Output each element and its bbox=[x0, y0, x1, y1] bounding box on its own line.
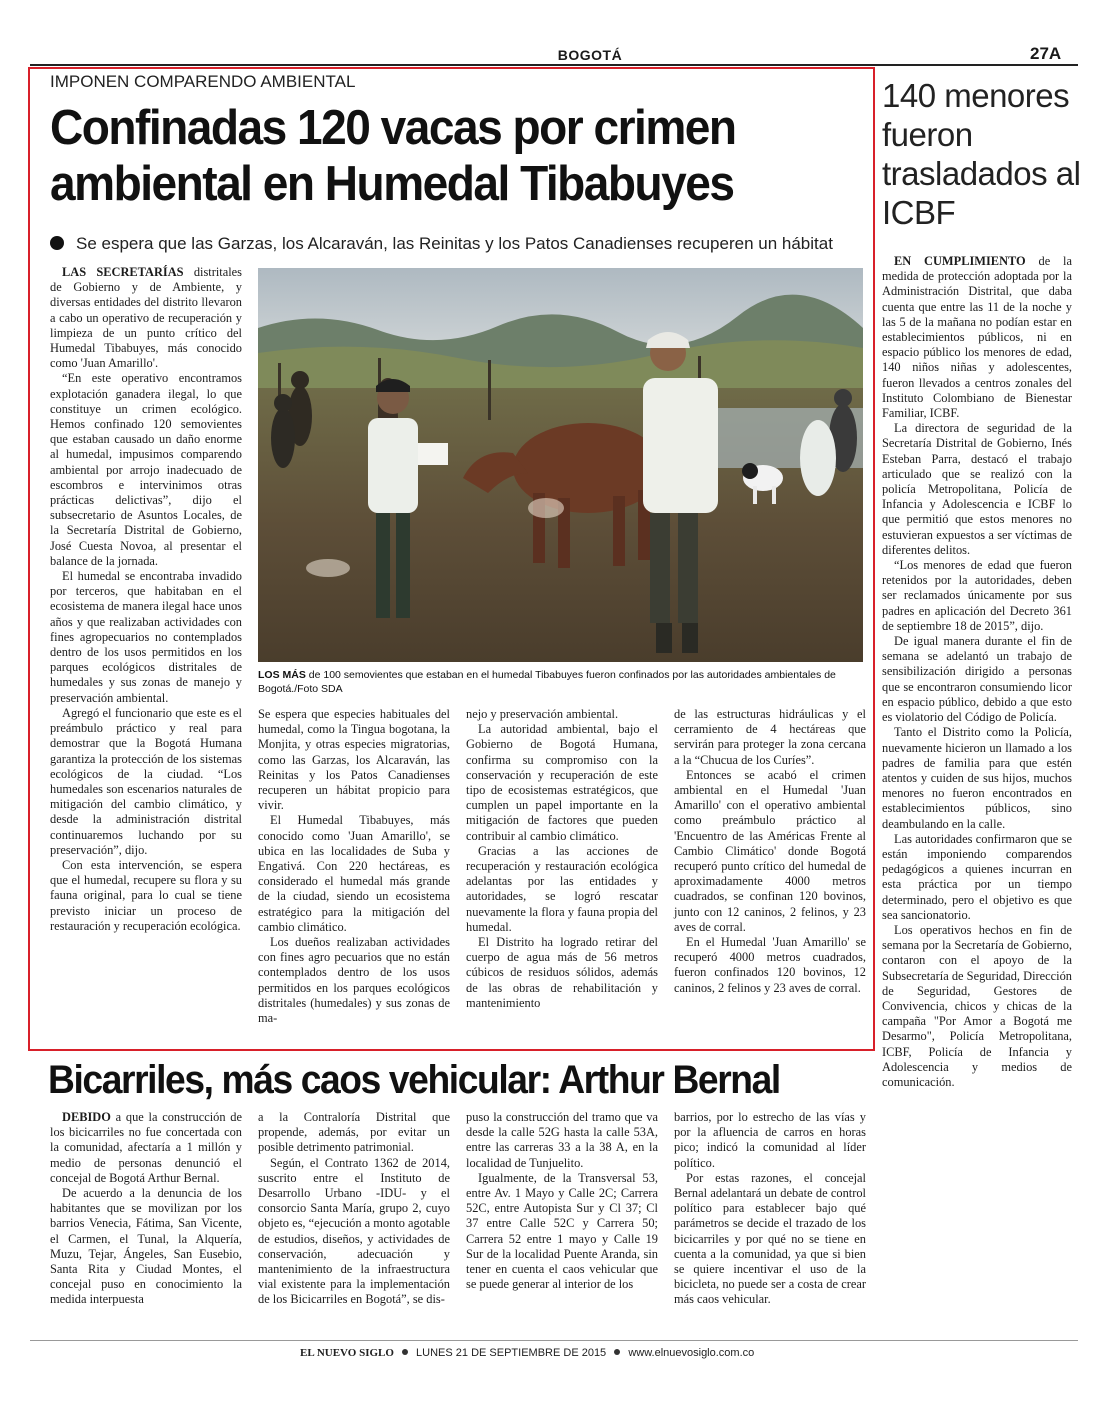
paragraph bbox=[50, 1186, 242, 1308]
paragraph-text: Igualmente, de la Transversal 53, entre Av. 1 Mayo y Calle 2C; Carrera 52C, entre Autopista Sur y Cl 37; Cl 37 entre Calle 52C y Carrera 50; Carrera 52 entre 1 mayo y Calle 19 Sur de la localidad Puente Aranda, sin tener en cuenta el caos vehicular que se puede generar al interior de los bbox=[466, 1170, 658, 1292]
paragraph-text: La autoridad ambiental, bajo el Gobierno de Bogotá Humana, confirma su compromiso con la conservación y recuperación de este tipo de ecosistemas estratégicos, que cumplen un papel importante en la mitigación de factores que pueden contribuir al cambio climático. bbox=[466, 722, 658, 843]
paragraph bbox=[674, 707, 866, 768]
lead-word: EN CUMPLIMIENTO bbox=[894, 254, 1026, 268]
paragraph-text: Por estas razones, el concejal Bernal adelantará un debate de control político para establecer bajo qué parámetros se decide el trazado de los bicicarriles y por qué no se tiene en cuenta a la comunidad, ya que si bien se quiere incentivar el uso de la bicicleta, no puede ser a costa de crear más caos vehicular. bbox=[674, 1170, 866, 1307]
paragraph-text: a que la construcción de los bicicarriles no fue concertada con la comunidad, afectaría a 1 millón y medio de personas denunció el concejal de Bogotá Arthur Bernal. bbox=[50, 1110, 242, 1185]
paragraph-text: El Distrito ha logrado retirar del cuerpo de agua más de 56 metros cúbicos de residuos sólidos, además de las obras de rehabilitación y mantenimiento bbox=[466, 935, 658, 1010]
bottom-column-3 bbox=[466, 1110, 658, 1292]
paragraph bbox=[882, 254, 1072, 421]
paragraph bbox=[466, 1171, 658, 1293]
paragraph bbox=[50, 858, 242, 934]
paragraph bbox=[674, 768, 866, 935]
main-column-3 bbox=[466, 707, 658, 1011]
paragraph bbox=[50, 371, 242, 569]
bottom-column-1 bbox=[50, 1110, 242, 1308]
publication-website[interactable]: www.elnuevosiglo.com.co bbox=[628, 1347, 755, 1359]
section-name: BOGOTÁ bbox=[557, 47, 623, 63]
paragraph bbox=[50, 265, 242, 371]
paragraph-text: Agregó el funcionario que este es el preámbulo práctico y real para demostrar que la Bogotá Humana garantiza la protección de los sistemas ecológicos de la ciudad. “Los humedales son escenarios naturales de mitigación del cambio climático, y desde la administración distrital continuaremos luchando por su preservación”, dijo. bbox=[50, 705, 242, 857]
paragraph bbox=[50, 706, 242, 858]
bullet-icon bbox=[50, 236, 64, 250]
paragraph bbox=[466, 935, 658, 1011]
paragraph bbox=[674, 935, 866, 996]
paragraph-text: “Los menores de edad que fueron retenidos por la autoridades, deben ser reclamados únicamente por sus padres en aplicación del Decreto 361 de septiembre 18 de 2015”, dijo. bbox=[882, 558, 1072, 633]
paragraph-text: Según, el Contrato 1362 de 2014, suscrito entre el Instituto de Desarrollo Urbano -IDU- y el consorcio Santa María, grupo 2, cuyo objeto es, “ejecución a monto agotable de estudios, diseños, y actividades de conservación, adecuación y mantenimiento de la infraestructura vial existente para la implementación de los Bicicarriles en Bogotá”, se dis- bbox=[258, 1155, 450, 1307]
bottom-column-4 bbox=[674, 1110, 866, 1308]
paragraph-text: Los dueños realizaban actividades con fines agro pecuarios que no están contemplados dentro de los usos permitidos en los parques ecológicos distritales (humedales) y sus zonas de ma- bbox=[258, 935, 450, 1026]
paragraph bbox=[882, 558, 1072, 634]
paragraph-text: de la medida de protección adoptada por la Administración Distrital, que daba cuenta que entre las 11 de la noche y las 5 de la mañana no podían estar en establecimientos públicos, ni en espacio público los menores de edad, 140 niños niñas y adolescentes, fueron llevados a centros zonales del Instituto Colombiano de Bienestar Familiar, ICBF. bbox=[882, 254, 1072, 421]
article-subhead bbox=[50, 234, 865, 254]
paragraph-text: De igual manera durante el fin de semana se adelantó un trabajo de sensibilización dirigido a personas que se encontraron consumiendo licor en espacio público, debido a que esto es violatorio del Código de Policía. bbox=[882, 634, 1072, 725]
main-column-1 bbox=[50, 265, 242, 934]
main-column-2 bbox=[258, 707, 450, 1026]
separator-dot-icon bbox=[402, 1349, 408, 1355]
paragraph bbox=[50, 1110, 242, 1186]
paragraph bbox=[466, 1110, 658, 1171]
publication-date: LUNES 21 DE SEPTIEMBRE DE 2015 bbox=[416, 1347, 607, 1359]
paragraph-text: puso la construcción del tramo que va desde la calle 52G hasta la calle 53A, entre las carreras 33 a la 38 A, en la localidad de Tunjuelito. bbox=[466, 1110, 658, 1170]
paragraph bbox=[674, 1171, 866, 1308]
subhead-text: Se espera que las Garzas, los Alcaraván, las Reinitas y los Patos Canadienses recuperen un hábitat bbox=[76, 234, 833, 253]
top-rule bbox=[30, 64, 1078, 66]
separator-dot-icon bbox=[614, 1349, 620, 1355]
paragraph bbox=[466, 722, 658, 844]
paragraph bbox=[882, 832, 1072, 923]
paragraph bbox=[674, 1110, 866, 1171]
paragraph-text: a la Contraloría Distrital que propende, además, por evitar un posible detrimento patrimonial. bbox=[258, 1110, 450, 1155]
paragraph bbox=[258, 707, 450, 813]
publication-name: EL NUEVO SIGLO bbox=[300, 1347, 394, 1359]
paragraph bbox=[882, 923, 1072, 1090]
paragraph-text: de las estructuras hidráulicas y el cerramiento de 4 hectáreas que servirán para proteger la zona cercana a la “Chucua de los Curíes”. bbox=[674, 707, 866, 767]
lead-word: DEBIDO bbox=[62, 1110, 111, 1124]
side-article-body bbox=[882, 254, 1072, 1090]
page-footer bbox=[300, 1347, 900, 1359]
paragraph bbox=[882, 725, 1072, 831]
article-headline: Confinadas 120 vacas por crimen ambiental en Humedal Tibabuyes bbox=[50, 101, 736, 211]
caption-lead: LOS MÁS bbox=[258, 669, 306, 681]
paragraph-text: nejo y preservación ambiental. bbox=[466, 707, 619, 721]
paragraph-text: Tanto el Distrito como la Policía, nuevamente hicieron un llamado a los padres de familia para que estén atentos y cuiden de sus hijos, muchos menores no fueron encontrados en establecimientos públicos, sino deambulando en la calle. bbox=[882, 725, 1072, 831]
paragraph bbox=[466, 844, 658, 935]
paragraph-text: De acuerdo a la denuncia de los habitantes que se movilizan por los barrios Venecia, Fátima, San Vicente, el Carmen, el Tunal, la Alquería, Muzu, Tejar, Ángeles, San Eusebio, Santa Rita y Ciudad Montes, el concejal puso en conocimiento la medida interpuesta bbox=[50, 1186, 242, 1307]
paragraph-text: distritales de Gobierno y de Ambiente, y diversas entidades del distrito llevaron a cabo un operativo de recuperación y limpieza de un punto crítico del Humedal Tibabuyes, más conocido como 'Juan Amarillo'. bbox=[50, 265, 243, 371]
paragraph-text: Con esta intervención, se espera que el humedal, recupere su flora y su fauna original, para lo cual se tiene previsto iniciar un proceso de restauración y recuperación ecológica. bbox=[50, 857, 242, 933]
photo-caption bbox=[258, 668, 863, 696]
paragraph-text: En el Humedal 'Juan Amarillo' se recuperó 4000 metros cuadrados, fueron confinados 120 bovinos, 12 caninos, 2 felinos y 23 aves de corral. bbox=[674, 935, 866, 995]
side-article-headline: 140 menores fueron trasladados al ICBF bbox=[882, 77, 1081, 231]
bottom-article-headline: Bicarriles, más caos vehicular: Arthur Bernal bbox=[48, 1058, 780, 1102]
paragraph-text: El humedal se encontraba invadido por terceros, que habitaban en el ecosistema de manera ilegal hace unos años y que realizaban actividades con fines agropecuarios no contemplados dentro de los usos permitidos en los parques ecológicos distritales de humedales y sus zonas de manejo y preservación ambiental. bbox=[50, 569, 242, 705]
caption-text: de 100 semovientes que estaban en el humedal Tibabuyes fueron confinados por las autoridades ambientales de Bogotá./Foto SDA bbox=[258, 669, 836, 695]
article-kicker: IMPONEN COMPARENDO AMBIENTAL bbox=[50, 72, 356, 91]
paragraph-text: El Humedal Tibabuyes, más conocido como 'Juan Amarillo', se ubica en las localidades de Suba y Engativá. Con 220 hectáreas, es considerado el humedal más grande de la ciudad, siendo un ecosistema estratégico para la mitigación del cambio climático. bbox=[258, 813, 450, 934]
photo-illustration bbox=[258, 268, 863, 662]
footer-rule bbox=[30, 1340, 1078, 1341]
paragraph-text: “En este operativo encontramos explotación ganadera ilegal, lo que constituye un crimen ecológico. Hemos confinado 120 semovientes que estaban causado un daño enorme al humedal, impusimos comparendo ambiental por arrojo inadecuado de escombros e intervinimos otras prácticas delictivas”, dijo el subsecretario de Asuntos Locales, de la Secretaría Distrital de Gobierno, José Cuesta Novoa, al presentar el balance de la jornada. bbox=[50, 371, 242, 568]
paragraph-text: Las autoridades confirmaron que se están imponiendo comparendos pedagógicos a quienes incurran en esta práctica por un tiempo determinado, pero el objetivo es que sea sancionatorio. bbox=[882, 831, 1072, 922]
paragraph bbox=[258, 1110, 450, 1156]
page-number: 27A bbox=[1030, 44, 1062, 63]
article-photo bbox=[258, 268, 863, 662]
paragraph-text: barrios, por lo estrecho de las vías y por la afluencia de carros en horas pico; indicó la comunidad al líder político. bbox=[674, 1110, 866, 1170]
paragraph bbox=[258, 1156, 450, 1308]
paragraph-text: La directora de seguridad de la Secretaría Distrital de Gobierno, Inés Esteban Parra, destacó el trabajo articulado que se realizó con la policía Metropolitana, Policía de Infancia y Adolescencia e ICBF lo que permitió que estos menores no estuvieran expuestos a ser víctimas de diferentes delitos. bbox=[882, 421, 1072, 557]
paragraph bbox=[882, 634, 1072, 725]
paragraph-text: Los operativos hechos en fin de semana por la Secretaría de Gobierno, contaron con el apoyo de la Subsecretaría de Seguridad, Dirección de Seguridad, Gestores de Convivencia, chicos y chicas de la campaña "Por Amor a Bogotá me Desarmo", Policía Metropolitana, ICBF, Policía de Infancia y Adolescencia y medios de comunicación. bbox=[882, 922, 1072, 1089]
lead-word: LAS SECRETARÍAS bbox=[62, 265, 184, 279]
paragraph bbox=[882, 421, 1072, 558]
bottom-column-2 bbox=[258, 1110, 450, 1308]
paragraph-text: Se espera que especies habituales del humedal, como la Tingua bogotana, la Monjita, y otras especies migratorias, como las Garzas, los Alcaraván, las Reinitas y los Patos Canadienses recuperen un hábitat propicio para vivir. bbox=[258, 707, 450, 813]
paragraph bbox=[258, 813, 450, 935]
paragraph bbox=[50, 569, 242, 706]
paragraph-text: Gracias a las acciones de recuperación y restauración ecológica adelantas por las entidades y autoridades, se logró rescatar nuevamente la flora y fauna propia del humedal. bbox=[466, 843, 658, 934]
paragraph bbox=[258, 935, 450, 1026]
paragraph-text: Entonces se acabó el crimen ambiental en el Humedal 'Juan Amarillo' con el operativo ambiental como preámbulo práctico al 'Encuentro de las Américas Frente al Cambio Climático' donde Bogotá recuperó punto crítico del humedal de aproximadamente 4000 metros cuadrados, se confinan 120 bovinos, junto con 12 caninos, 2 felinos, y 23 aves de corral. bbox=[674, 767, 866, 934]
paragraph bbox=[466, 707, 658, 722]
main-column-4 bbox=[674, 707, 866, 996]
